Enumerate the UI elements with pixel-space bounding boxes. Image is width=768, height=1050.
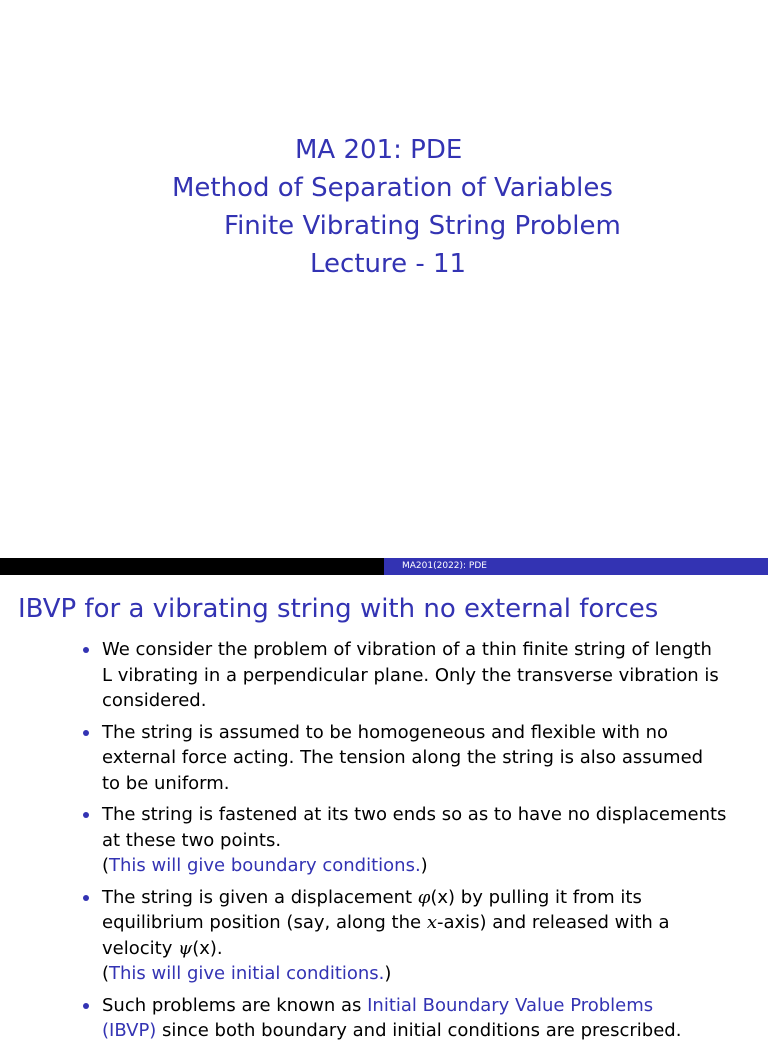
bullet-item-4 (80, 885, 740, 987)
paren-open: ( (102, 855, 110, 876)
header-bar (0, 558, 768, 575)
bullet-item-2 (80, 720, 740, 797)
x-variable: x (426, 912, 437, 933)
bullet-dot-icon (83, 812, 89, 818)
ibvp-term: Initial Boundary Value Problems (367, 994, 654, 1016)
lecture-number: Lecture - 11 (310, 249, 467, 279)
text-run: since both boundary and initial conditions are prescribed. (156, 1020, 682, 1041)
bullet-line: The string is assumed to be homogeneous and flexible with no (102, 721, 669, 743)
bullet-line: The string is fastened at its two ends so as to have no displacements (102, 804, 727, 825)
bullet-line: external force acting. The tension along the string is also assumed (102, 747, 704, 768)
bullet-dot-icon (83, 647, 89, 653)
ibvp-abbreviation: (IBVP) (102, 1020, 157, 1041)
bullet-dot-icon (83, 895, 89, 901)
bullet-list (80, 637, 740, 1050)
text-run: equilibrium position (say, along the (102, 912, 427, 933)
psi-symbol: ψ (178, 937, 193, 959)
course-title: MA 201: PDE (295, 135, 463, 165)
bullet-note-line (102, 853, 740, 879)
bullet-line (102, 885, 740, 911)
header-bar-text: MA201(2022): PDE (402, 561, 487, 571)
bullet-line (102, 910, 740, 936)
header-bar-accent (384, 558, 768, 575)
paren-open: ( (102, 963, 110, 984)
bullet-line: L vibrating in a perpendicular plane. Only the transverse vibration is (102, 664, 719, 686)
boundary-conditions-note: This will give boundary conditions. (109, 855, 421, 876)
text-run: Such problems are known as (102, 994, 368, 1016)
math-arg: (x) (430, 886, 456, 908)
bullet-item-5 (80, 993, 740, 1044)
bullet-line (102, 1018, 740, 1044)
bullet-item-3 (80, 802, 740, 879)
text-run: The string is given a displacement (102, 886, 418, 908)
text-run: -axis) and released with a (436, 912, 670, 933)
topic-title: Method of Separation of Variables (172, 173, 613, 203)
bullet-line: to be uniform. (102, 772, 230, 794)
text-run: . (216, 937, 223, 959)
paren-close: ) (384, 963, 392, 984)
phi-symbol: φ (417, 886, 431, 908)
bullet-dot-icon (83, 1003, 89, 1009)
paren-close: ) (420, 855, 428, 876)
bullet-note-line (102, 961, 740, 987)
bullet-item-1 (80, 637, 740, 714)
text-run: velocity (102, 937, 179, 959)
bullet-dot-icon (83, 730, 89, 736)
text-run: by pulling it from its (455, 886, 642, 908)
bullet-line (102, 993, 740, 1019)
frame-title: IBVP for a vibrating string with no external forces (18, 594, 659, 624)
bullet-line: considered. (102, 690, 207, 711)
bullet-line (102, 936, 740, 962)
bullet-line: We consider the problem of vibration of a thin finite string of length (102, 639, 712, 660)
bullet-line: at these two points. (102, 829, 282, 851)
initial-conditions-note: This will give initial conditions. (109, 963, 385, 984)
math-arg: (x) (192, 937, 217, 959)
subtopic-title: Finite Vibrating String Problem (224, 211, 621, 241)
